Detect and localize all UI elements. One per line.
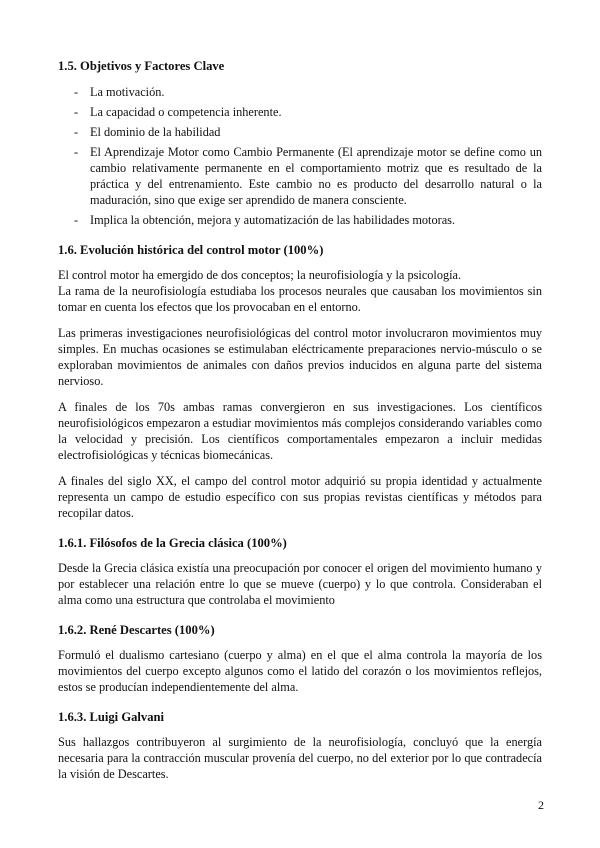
page-number: 2 bbox=[538, 798, 544, 812]
list-item bbox=[58, 84, 542, 100]
list-dash: - bbox=[74, 145, 79, 159]
section-heading: 1.6.2. René Descartes (100%) bbox=[58, 623, 215, 637]
section-heading: 1.6. Evolución histórica del control motor (100%) bbox=[58, 243, 324, 257]
section-descartes bbox=[58, 622, 542, 695]
paragraph: Formuló el dualismo cartesiano (cuerpo y alma) en el que el alma controla la mayoría de los movimientos del cuerpo excepto algunos como el latido del corazón o los movimientos reflejos, estos se producían independientemente del alma. bbox=[58, 648, 542, 694]
section-heading: 1.6.3. Luigi Galvani bbox=[58, 710, 165, 724]
list-item-text: El Aprendizaje Motor como Cambio Permanente (El aprendizaje motor se define como un cambio relativamente permanente en el comportamiento motriz que es resultado de la práctica y del entrenamiento. Este cambio no es producto del desarrollo natural o la maduración, sino que exige ser aprendido de manera consciente. bbox=[90, 145, 542, 207]
list-item bbox=[58, 212, 542, 228]
list-dash: - bbox=[74, 85, 79, 99]
section-filosofos bbox=[58, 535, 542, 608]
list-dash: - bbox=[74, 105, 79, 119]
list-item-text: La motivación. bbox=[90, 85, 165, 99]
page-content bbox=[58, 58, 542, 782]
section-evolucion bbox=[58, 242, 542, 521]
list-item-text: La capacidad o competencia inherente. bbox=[90, 105, 282, 119]
paragraph: El control motor ha emergido de dos conceptos; la neurofisiología y la psicología. bbox=[58, 268, 462, 282]
list-item-text: Implica la obtención, mejora y automatización de las habilidades motoras. bbox=[90, 213, 456, 227]
paragraph: A finales de los 70s ambas ramas convergieron en sus investigaciones. Los científicos neurofisiológicos empezaron a estudiar movimientos más complejos considerando variables como la velocidad y precisión. Los científicos comportamentales empezaron a incluir medidas electrofisiológicas y técnicas biomecánicas. bbox=[58, 400, 542, 462]
paragraph: Desde la Grecia clásica existía una preocupación por conocer el origen del movimiento humano y por establecer una relación entre lo que se mueve (cuerpo) y lo que controla. Consideraban el alma como una estructura que controlaba el movimiento bbox=[58, 561, 542, 607]
section-objetivos bbox=[58, 58, 542, 228]
list-item bbox=[58, 124, 542, 140]
section-heading: 1.6.1. Filósofos de la Grecia clásica (100%) bbox=[58, 536, 287, 550]
list-dash: - bbox=[74, 125, 79, 139]
section-galvani bbox=[58, 709, 542, 782]
list-item-text: El dominio de la habilidad bbox=[90, 125, 221, 139]
paragraph: La rama de la neurofisiología estudiaba los procesos neurales que causaban los movimientos sin tomar en cuenta los efectos que los provocaban en el entorno. bbox=[58, 284, 542, 314]
paragraph: Las primeras investigaciones neurofisiológicas del control motor involucraron movimientos muy simples. En muchas ocasiones se estimulaban eléctricamente preparaciones nervio-músculo o se exploraban movimientos de animales con daños previos inducidos en alguna parte del sistema nervioso. bbox=[58, 326, 542, 388]
paragraph: A finales del siglo XX, el campo del control motor adquirió su propia identidad y actualmente representa un campo de estudio específico con sus propias revistas científicas y métodos para recopilar datos. bbox=[58, 474, 542, 520]
paragraph: Sus hallazgos contribuyeron al surgimiento de la neurofisiología, concluyó que la energía necesaria para la contracción muscular provenía del cuerpo, no del exterior por lo que contradecía la visión de Descartes. bbox=[58, 735, 542, 781]
list-item bbox=[58, 104, 542, 120]
list-item bbox=[58, 144, 542, 208]
section-heading: 1.5. Objetivos y Factores Clave bbox=[58, 59, 225, 73]
list-dash: - bbox=[74, 213, 79, 227]
objectives-list bbox=[58, 84, 542, 228]
